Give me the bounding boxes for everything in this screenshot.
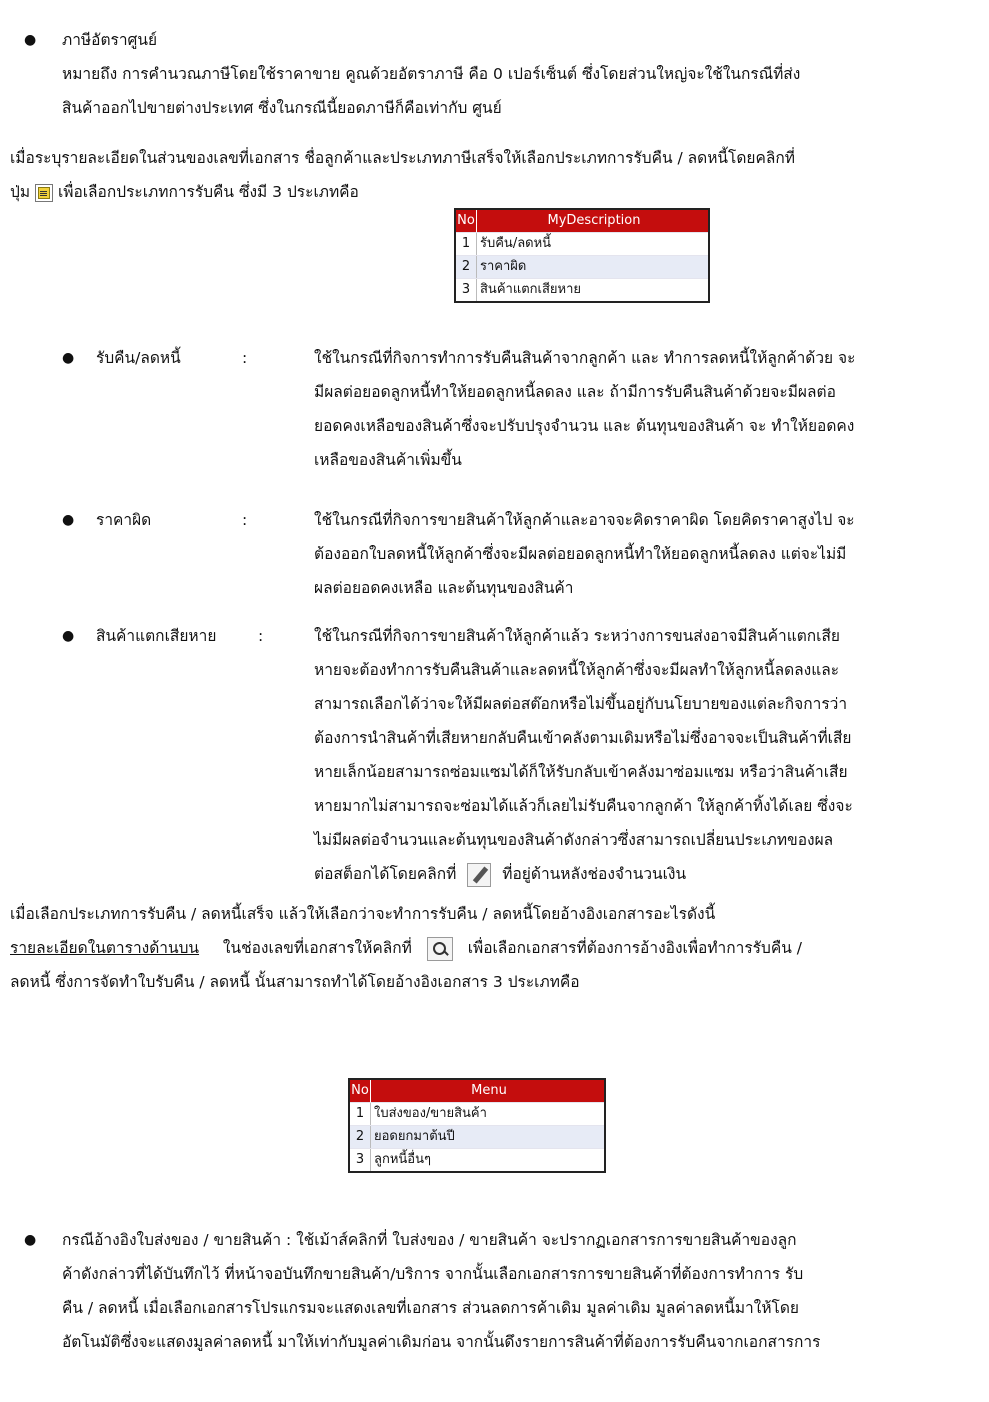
text-line: อัตโนมัติซึ่งจะแสดงมูลค่าลดหนี้ มาให้เท่ากับมูลค่าเดิมก่อน จากนั้นดึงรายการสินค้าที่ต้องการรับคืนจากเอกสารการ: [62, 1333, 821, 1351]
text-line: ต้องออกใบลดหนี้ให้ลูกค้าซึ่งจะมีผลต่อยอดลูกหนี้ทำให้ยอดลูกหนี้ลดลง แต่จะไม่มี: [314, 545, 847, 563]
term-colon: :: [258, 627, 264, 645]
column-header-description: MyDescription: [547, 213, 641, 228]
row-number: 1: [456, 233, 477, 255]
text-line: ต้องการนำสินค้าที่เสียหายกลับคืนเข้าคลังตามเดิมหรือไม่ซึ่งอาจจะเป็นสินค้าที่เสีย: [314, 729, 852, 747]
text-line: ใช้ในกรณีที่กิจการขายสินค้าให้ลูกค้าและอาจจะคิดราคาผิด โดยคิดราคาสูงไป จะ: [314, 511, 855, 529]
bullet-icon: ●: [24, 1232, 37, 1248]
text-line: ผลต่อยอดคงเหลือ และต้นทุนของสินค้า: [314, 579, 574, 597]
term-colon: :: [242, 511, 248, 529]
table-row[interactable]: [456, 255, 708, 278]
row-description: ลูกหนี้อื่นๆ: [374, 1152, 431, 1167]
edit-icon[interactable]: [467, 863, 491, 887]
row-number: 3: [350, 1149, 371, 1171]
text-fragment: ต่อสต็อกได้โดยคลิกที่: [314, 865, 457, 883]
text-line: หายมากไม่สามารถจะซ่อมได้แล้วก็เลยไม่รับคืนจากลูกค้า ให้ลูกค้าทิ้งได้เลย ซึ่งจะ: [314, 797, 853, 815]
column-header-menu: Menu: [471, 1083, 507, 1098]
bullet-icon: ●: [62, 628, 75, 644]
type-definition-damaged: [314, 624, 853, 896]
text-line: คืน / ลดหนี้ เมื่อเลือกเอกสารโปรแกรมจะแสดงเลขที่เอกสาร ส่วนลดการค้าเดิม มูลค่าเดิม มูลค่าลดหนี้มาให้โดย: [62, 1299, 800, 1317]
section-title-zero-rate: ภาษีอัตราศูนย์: [62, 31, 158, 49]
text-fragment: เพื่อเลือกประเภทการรับคืน ซึ่งมี 3 ประเภทคือ: [57, 183, 359, 201]
text-line: เหลือของสินค้าเพิ่มขึ้น: [314, 451, 462, 469]
column-header-no: No: [456, 210, 477, 232]
zero-rate-description: [62, 62, 800, 130]
text-line: ยอดคงเหลือของสินค้าซึ่งจะปรับปรุงจำนวน และ ต้นทุนของสินค้า จะ ทำให้ยอดคง: [314, 417, 855, 435]
type-term-wrong-price: ราคาผิด: [96, 511, 152, 529]
text-line: [10, 936, 802, 970]
text-fragment: เพื่อเลือกเอกสารที่ต้องการอ้างอิงเพื่อทำการรับคืน /: [467, 939, 802, 957]
term-colon: :: [242, 349, 248, 367]
row-description: ใบส่งของ/ขายสินค้า: [374, 1106, 487, 1121]
table-row[interactable]: [456, 232, 708, 255]
column-header-no: No: [350, 1080, 371, 1102]
table-header: [350, 1080, 604, 1102]
text-line: หายจะต้องทำการรับคืนสินค้าและลดหนี้ให้ลูกค้าซึ่งจะมีผลทำให้ลูกหนี้ลดลงและ: [314, 661, 840, 679]
text-line: [314, 862, 853, 896]
intro-paragraph: [10, 146, 795, 214]
row-number: 2: [350, 1126, 371, 1148]
row-description: รับคืน/ลดหนี้: [480, 236, 552, 251]
text-line: เมื่อเลือกประเภทการรับคืน / ลดหนี้เสร็จ แล้วให้เลือกว่าจะทำการรับคืน / ลดหนี้โดยอ้างอิงเอกสารอะไรดังนี้: [10, 905, 716, 923]
text-fragment: ที่อยู่ด้านหลังช่องจำนวนเงิน: [502, 865, 687, 883]
text-line: สามารถเลือกได้ว่าจะให้มีผลต่อสต๊อกหรือไม่ขึ้นอยู่กับนโยบายของแต่ละกิจการว่า: [314, 695, 848, 713]
row-number: 2: [456, 256, 477, 278]
text-line: หายเล็กน้อยสามารถซ่อมแซมได้ก็ให้รับกลับเข้าคลังมาซ่อมแซม หรือว่าสินค้าเสีย: [314, 763, 848, 781]
text-line: ลดหนี้ ซึ่งการจัดทำใบรับคืน / ลดหนี้ นั้นสามารถทำได้โดยอ้างอิงเอกสาร 3 ประเภทคือ: [10, 973, 580, 991]
document-icon[interactable]: [35, 184, 53, 202]
text-line: ไม่มีผลต่อจำนวนและต้นทุนของสินค้าดังกล่าวซึ่งสามารถเปลี่ยนประเภทของผล: [314, 831, 834, 849]
table-row[interactable]: [456, 278, 708, 301]
reference-paragraph: [10, 902, 802, 1004]
text-line: สินค้าออกไปขายต่างประเทศ ซึ่งในกรณีนี้ยอดภาษีก็คือเท่ากับ ศูนย์: [62, 99, 502, 117]
text-line: ใช้ในกรณีที่กิจการทำการรับคืนสินค้าจากลูกค้า และ ทำการลดหนี้ให้ลูกค้าด้วย จะ: [314, 349, 856, 367]
table-header: [456, 210, 708, 232]
table-row[interactable]: [350, 1125, 604, 1148]
text-fragment: ปุ่ม: [10, 183, 31, 201]
text-line: กรณีอ้างอิงใบส่งของ / ขายสินค้า : ใช้เม้าส์คลิกที่ ใบส่งของ / ขายสินค้า จะปรากฏเอกสารการขายสินค้าของลูก: [62, 1231, 797, 1249]
row-description: สินค้าแตกเสียหาย: [480, 282, 581, 297]
return-type-table: [454, 208, 710, 303]
bullet-icon: ●: [62, 350, 75, 366]
text-line: ค้าดังกล่าวที่ได้บันทึกไว้ ที่หน้าจอบันทึกขายสินค้า/บริการ จากนั้นเลือกเอกสารการขายสินค้าที่ต้องการทำการ รับ: [62, 1265, 804, 1283]
type-definition-return: [314, 346, 855, 482]
row-description: ราคาผิด: [480, 259, 527, 274]
type-definition-wrong-price: [314, 508, 855, 610]
search-document-icon[interactable]: [427, 937, 453, 961]
row-description: ยอดยกมาต้นปี: [374, 1129, 455, 1144]
text-fragment: ในช่องเลขที่เอกสารให้คลิกที่: [222, 939, 412, 957]
type-term-return: รับคืน/ลดหนี้: [96, 349, 181, 367]
table-row[interactable]: [350, 1102, 604, 1125]
underlined-heading: รายละเอียดในตารางด้านบน: [10, 939, 200, 957]
bullet-icon: ●: [24, 32, 37, 48]
text-line: เมื่อระบุรายละเอียดในส่วนของเลขที่เอกสาร ชื่อลูกค้าและประเภทภาษีเสร็จให้เลือกประเภทการรับคืน / ลดหนี้โดยคลิกที่: [10, 149, 795, 167]
bullet-icon: ●: [62, 512, 75, 528]
reference-menu-table: [348, 1078, 606, 1173]
type-term-damaged: สินค้าแตกเสียหาย: [96, 627, 217, 645]
reference-case-description: [62, 1228, 820, 1364]
row-number: 3: [456, 279, 477, 301]
table-row[interactable]: [350, 1148, 604, 1171]
text-line: ใช้ในกรณีที่กิจการขายสินค้าให้ลูกค้าแล้ว ระหว่างการขนส่งอาจมีสินค้าแตกเสีย: [314, 627, 841, 645]
text-line: หมายถึง การคำนวณภาษีโดยใช้ราคาขาย คูณด้วยอัตราภาษี คือ 0 เปอร์เซ็นต์ ซึ่งโดยส่วนใหญ่จะใช้ในกรณีที่ส่ง: [62, 65, 801, 83]
row-number: 1: [350, 1103, 371, 1125]
text-line: มีผลต่อยอดลูกหนี้ทำให้ยอดลูกหนี้ลดลง และ ถ้ามีการรับคืนสินค้าด้วยจะมีผลต่อ: [314, 383, 836, 401]
